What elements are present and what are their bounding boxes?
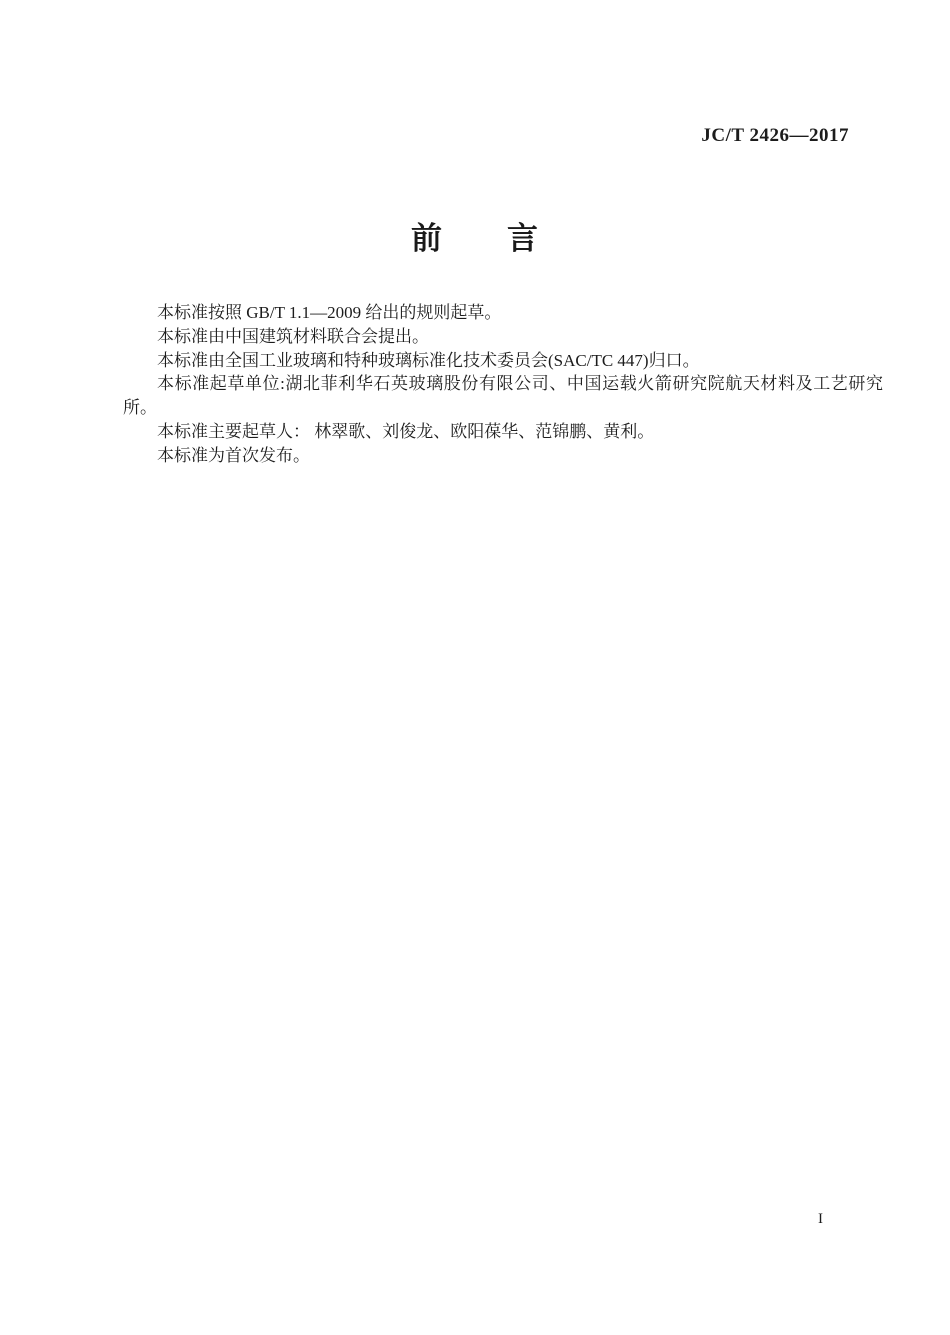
foreword-paragraph: 本标准主要起草人： 林翠歌、刘俊龙、欧阳葆华、范锦鹏、黄利。 bbox=[157, 421, 655, 441]
foreword-paragraph: 本标准为首次发布。 bbox=[157, 445, 310, 465]
foreword-paragraph: 本标准起草单位:湖北菲利华石英玻璃股份有限公司、中国运载火箭研究院航天材料及工艺研究所。 bbox=[123, 374, 883, 418]
standard-code-header: JC/T 2426—2017 bbox=[701, 125, 849, 146]
page-number: I bbox=[818, 1211, 823, 1227]
foreword-paragraph: 本标准由中国建筑材料联合会提出。 bbox=[157, 326, 429, 346]
page-title: 前 言 bbox=[411, 221, 539, 256]
foreword-body bbox=[123, 301, 883, 468]
foreword-paragraph: 本标准按照 GB/T 1.1—2009 给出的规则起草。 bbox=[157, 303, 502, 322]
foreword-paragraph: 本标准由全国工业玻璃和特种玻璃标准化技术委员会(SAC/TC 447)归口。 bbox=[157, 350, 700, 370]
